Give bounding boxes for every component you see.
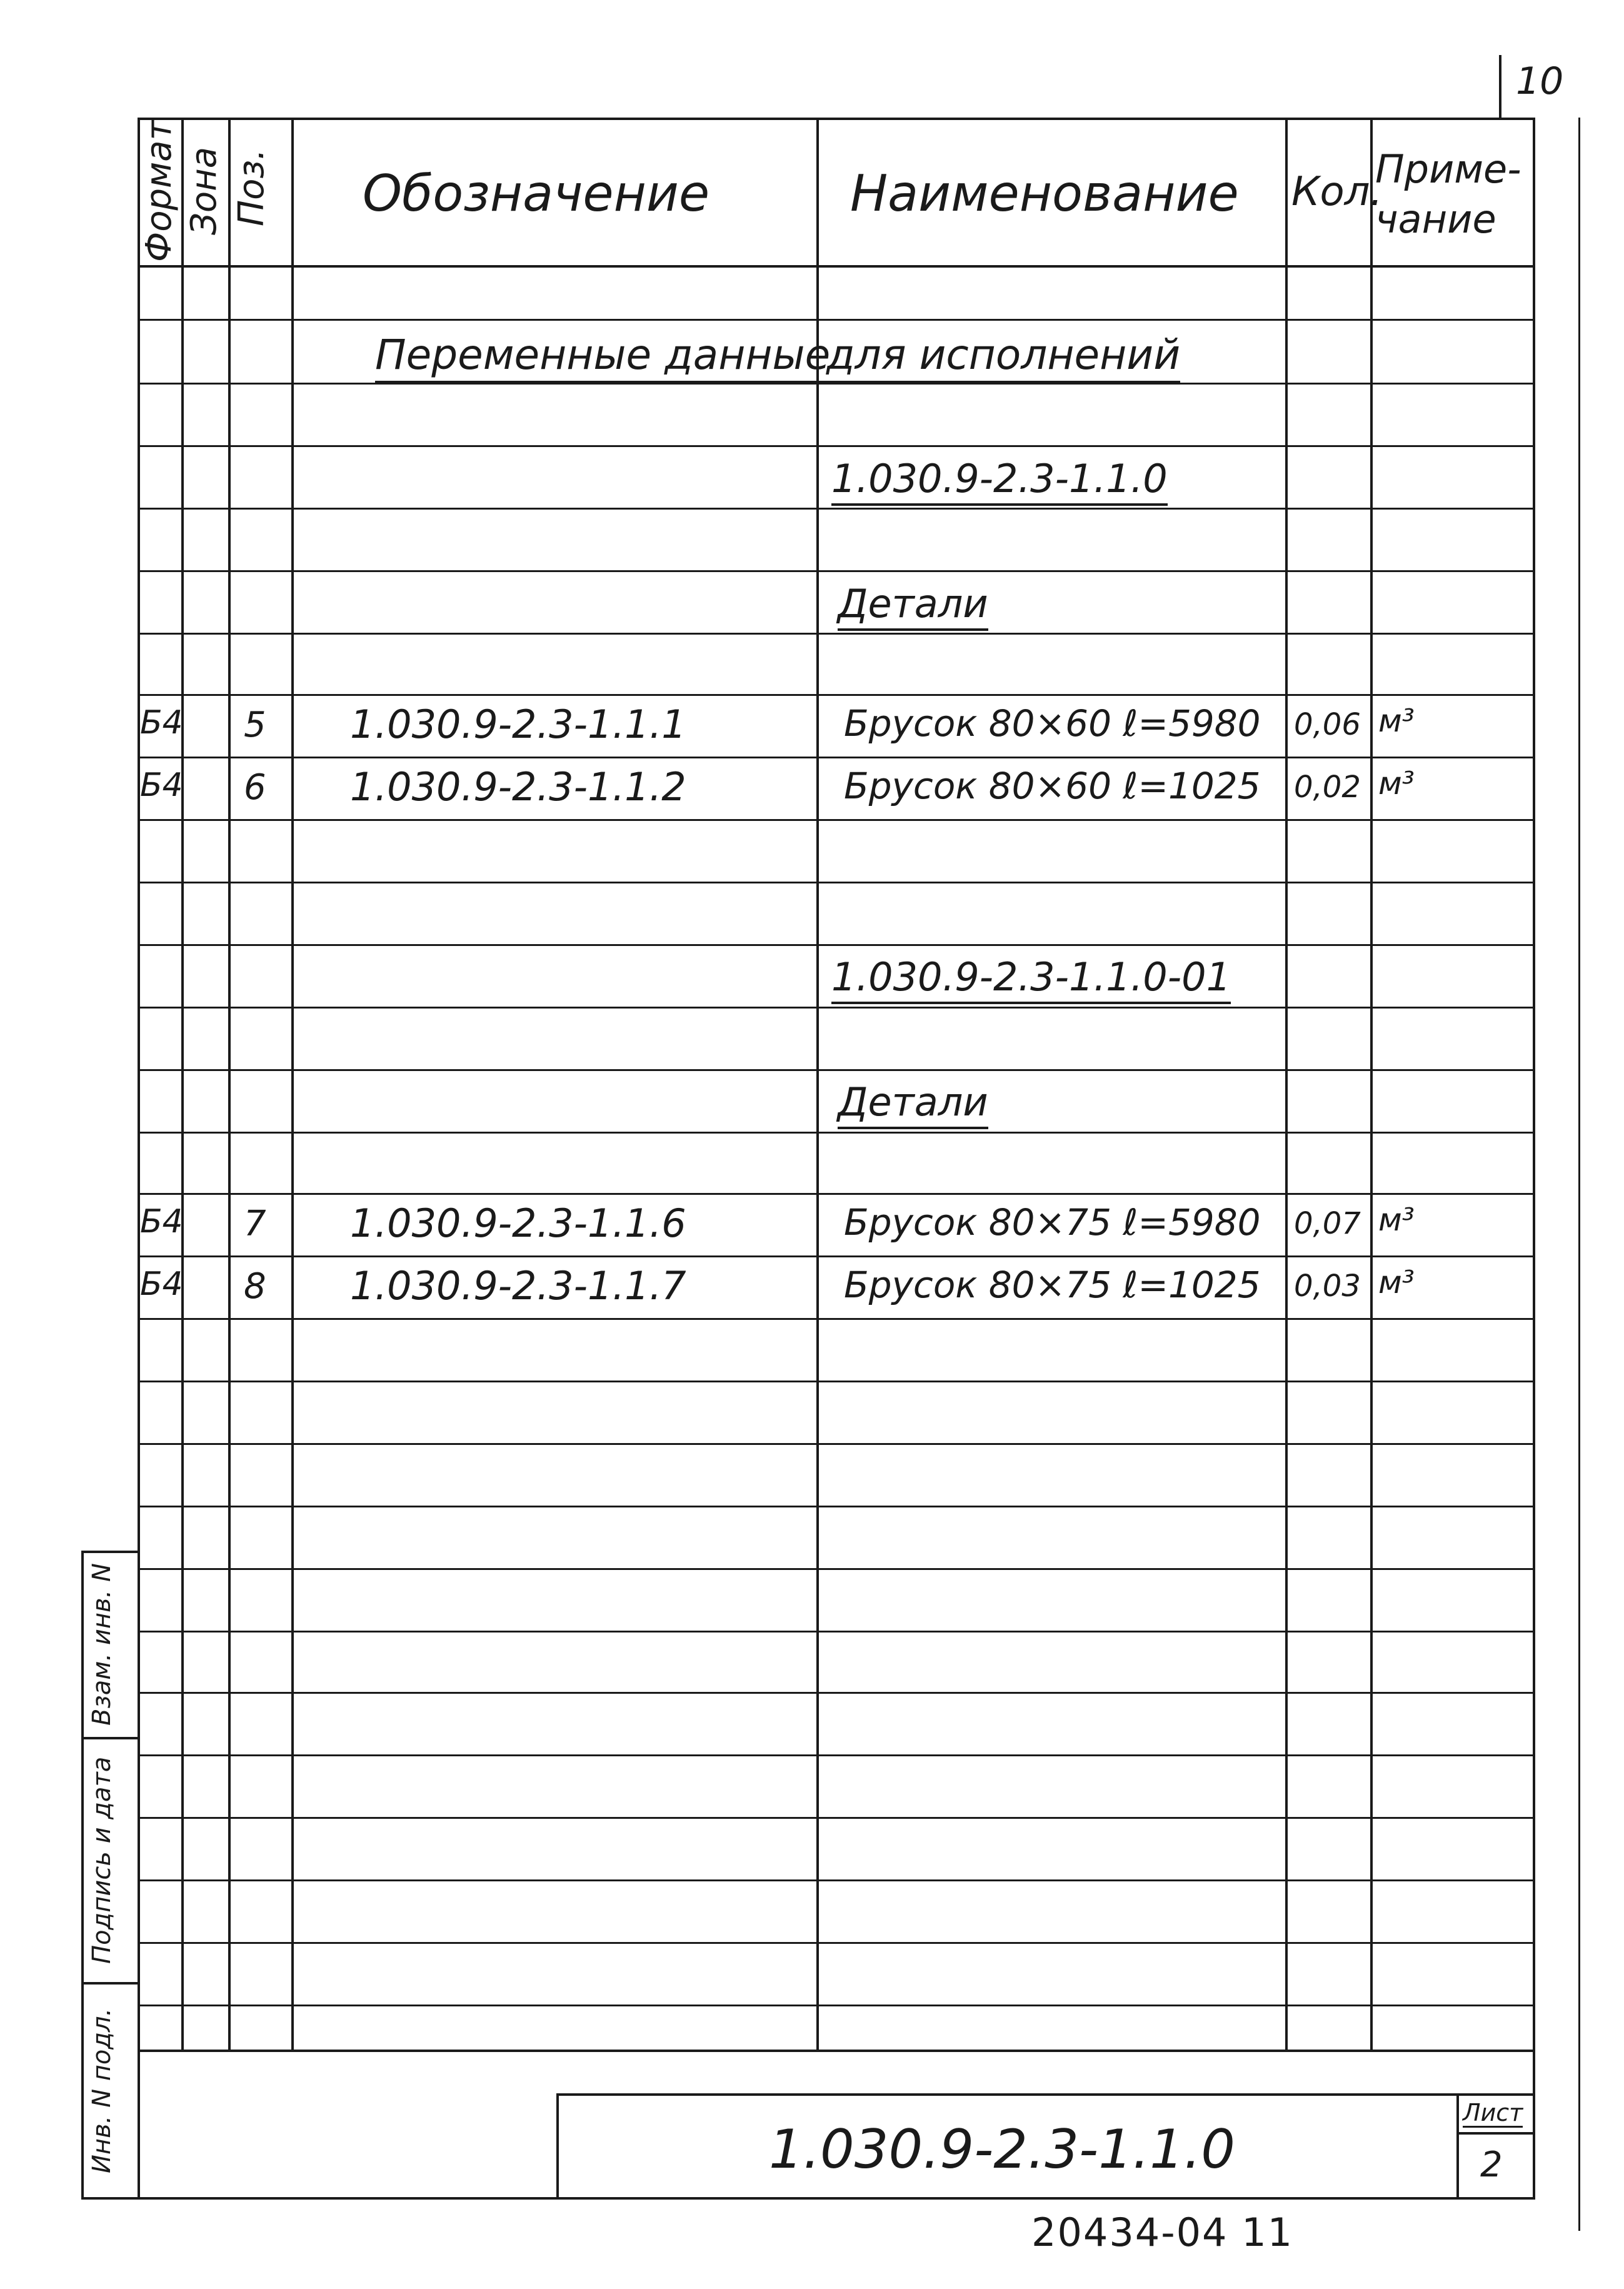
item7-note: м³	[1378, 1202, 1415, 1238]
item8-note: м³	[1378, 1264, 1415, 1300]
details2-label: Детали	[838, 1083, 988, 1129]
title-sheet-sep	[1456, 2093, 1459, 2200]
row-line	[138, 1754, 1533, 1756]
item5-pos: 5	[244, 705, 266, 745]
row-line	[138, 445, 1533, 447]
side-inv-orig: Инв. N подл.	[88, 2008, 116, 2174]
table-bottom	[138, 2050, 1535, 2052]
col-sep-designation	[816, 118, 819, 2050]
row-line	[138, 819, 1533, 821]
header-bottom	[138, 265, 1535, 268]
col-sep-format	[181, 118, 184, 2050]
item8-format: Б4	[140, 1265, 183, 1303]
header-qty: Кол.	[1291, 169, 1383, 215]
item6-pos: 6	[244, 767, 266, 808]
details1-label: Детали	[838, 585, 988, 631]
col-sep-zone	[228, 118, 231, 2050]
row-line	[138, 1506, 1533, 1507]
row-line	[138, 1132, 1533, 1134]
row-line	[138, 1942, 1533, 1944]
title-sheet-number: 2	[1480, 2145, 1503, 2185]
row-line	[138, 1069, 1533, 1071]
item7-name: Брусок 80×75 ℓ=5980	[844, 1201, 1261, 1244]
row-line	[138, 1381, 1533, 1382]
item8-qty: 0,03	[1294, 1269, 1361, 1304]
col-sep-name	[1285, 118, 1288, 2050]
title-block-left	[556, 2093, 559, 2200]
item6-note: м³	[1378, 765, 1415, 802]
page-number-top: 10	[1516, 59, 1564, 103]
header-name: Наименование	[850, 164, 1239, 223]
side-stamp-left	[81, 1551, 84, 2200]
row-line	[138, 2005, 1533, 2006]
row-line	[138, 882, 1533, 883]
item7-qty: 0,07	[1294, 1206, 1361, 1241]
section-title-right: для исполнений	[826, 335, 1180, 383]
frame-left	[138, 118, 140, 2200]
item7-format: Б4	[140, 1203, 183, 1240]
item6-name: Брусок 80×60 ℓ=1025	[844, 765, 1261, 807]
side-stamp-sep2	[81, 1982, 140, 1985]
page-edge-right	[1578, 118, 1580, 2231]
col-sep-pos	[291, 118, 294, 2050]
row-line	[138, 1568, 1533, 1570]
row-line	[138, 694, 1533, 696]
header-zone: Зона	[184, 146, 224, 235]
item5-format: Б4	[140, 704, 183, 742]
item7-designation: 1.030.9-2.3-1.1.6	[350, 1200, 686, 1246]
frame-top	[138, 118, 1535, 120]
row-line	[138, 1817, 1533, 1819]
frame-bottom	[81, 2197, 1535, 2200]
item7-pos: 7	[244, 1204, 266, 1244]
item5-name: Брусок 80×60 ℓ=5980	[844, 702, 1261, 745]
side-replace-inv: Взам. инв. N	[88, 1563, 116, 1726]
frame-right	[1533, 118, 1535, 2200]
item5-qty: 0,06	[1294, 707, 1361, 742]
item8-pos: 8	[244, 1266, 266, 1307]
row-line	[138, 633, 1533, 635]
header-designation: Обозначение	[363, 164, 710, 223]
row-line	[138, 1255, 1533, 1257]
item6-qty: 0,02	[1294, 770, 1361, 805]
row-line	[138, 1443, 1533, 1445]
item6-format: Б4	[140, 767, 183, 804]
header-pos: Поз.	[231, 149, 272, 226]
col-sep-qty	[1370, 118, 1373, 2050]
variant2-code: 1.030.9-2.3-1.1.0-01	[831, 958, 1231, 1004]
side-stamp-sep1	[81, 1737, 140, 1739]
row-line	[138, 1007, 1533, 1009]
title-sheet-label: Лист	[1463, 2099, 1523, 2126]
header-note-line1: Приме-	[1375, 146, 1521, 192]
footer-code: 20434-04 11	[1031, 2210, 1294, 2255]
side-sign-date: Подпись и дата	[88, 1756, 116, 1965]
variant1-code: 1.030.9-2.3-1.1.0	[831, 460, 1168, 506]
row-line	[138, 1879, 1533, 1881]
side-stamp-top	[81, 1551, 140, 1553]
item8-name: Брусок 80×75 ℓ=1025	[844, 1264, 1261, 1306]
title-sheet-mid	[1456, 2132, 1535, 2135]
row-line	[138, 1631, 1533, 1632]
item8-designation: 1.030.9-2.3-1.1.7	[350, 1263, 686, 1309]
row-line	[138, 1692, 1533, 1694]
row-line	[138, 319, 1533, 321]
section-title-left: Переменные данные	[375, 335, 830, 383]
title-block-top	[556, 2093, 1535, 2096]
header-note-line2: чание	[1375, 196, 1496, 242]
row-line	[138, 757, 1533, 758]
row-line	[138, 508, 1533, 510]
row-line	[138, 570, 1533, 572]
header-format: Формат	[139, 119, 179, 262]
row-line	[138, 1318, 1533, 1320]
row-line	[138, 944, 1533, 946]
item5-designation: 1.030.9-2.3-1.1.1	[350, 702, 686, 747]
row-line	[138, 1193, 1533, 1195]
page-number-box	[1499, 55, 1501, 118]
item6-designation: 1.030.9-2.3-1.1.2	[350, 764, 686, 810]
item5-note: м³	[1378, 703, 1415, 739]
title-doc-code: 1.030.9-2.3-1.1.0	[769, 2118, 1235, 2181]
